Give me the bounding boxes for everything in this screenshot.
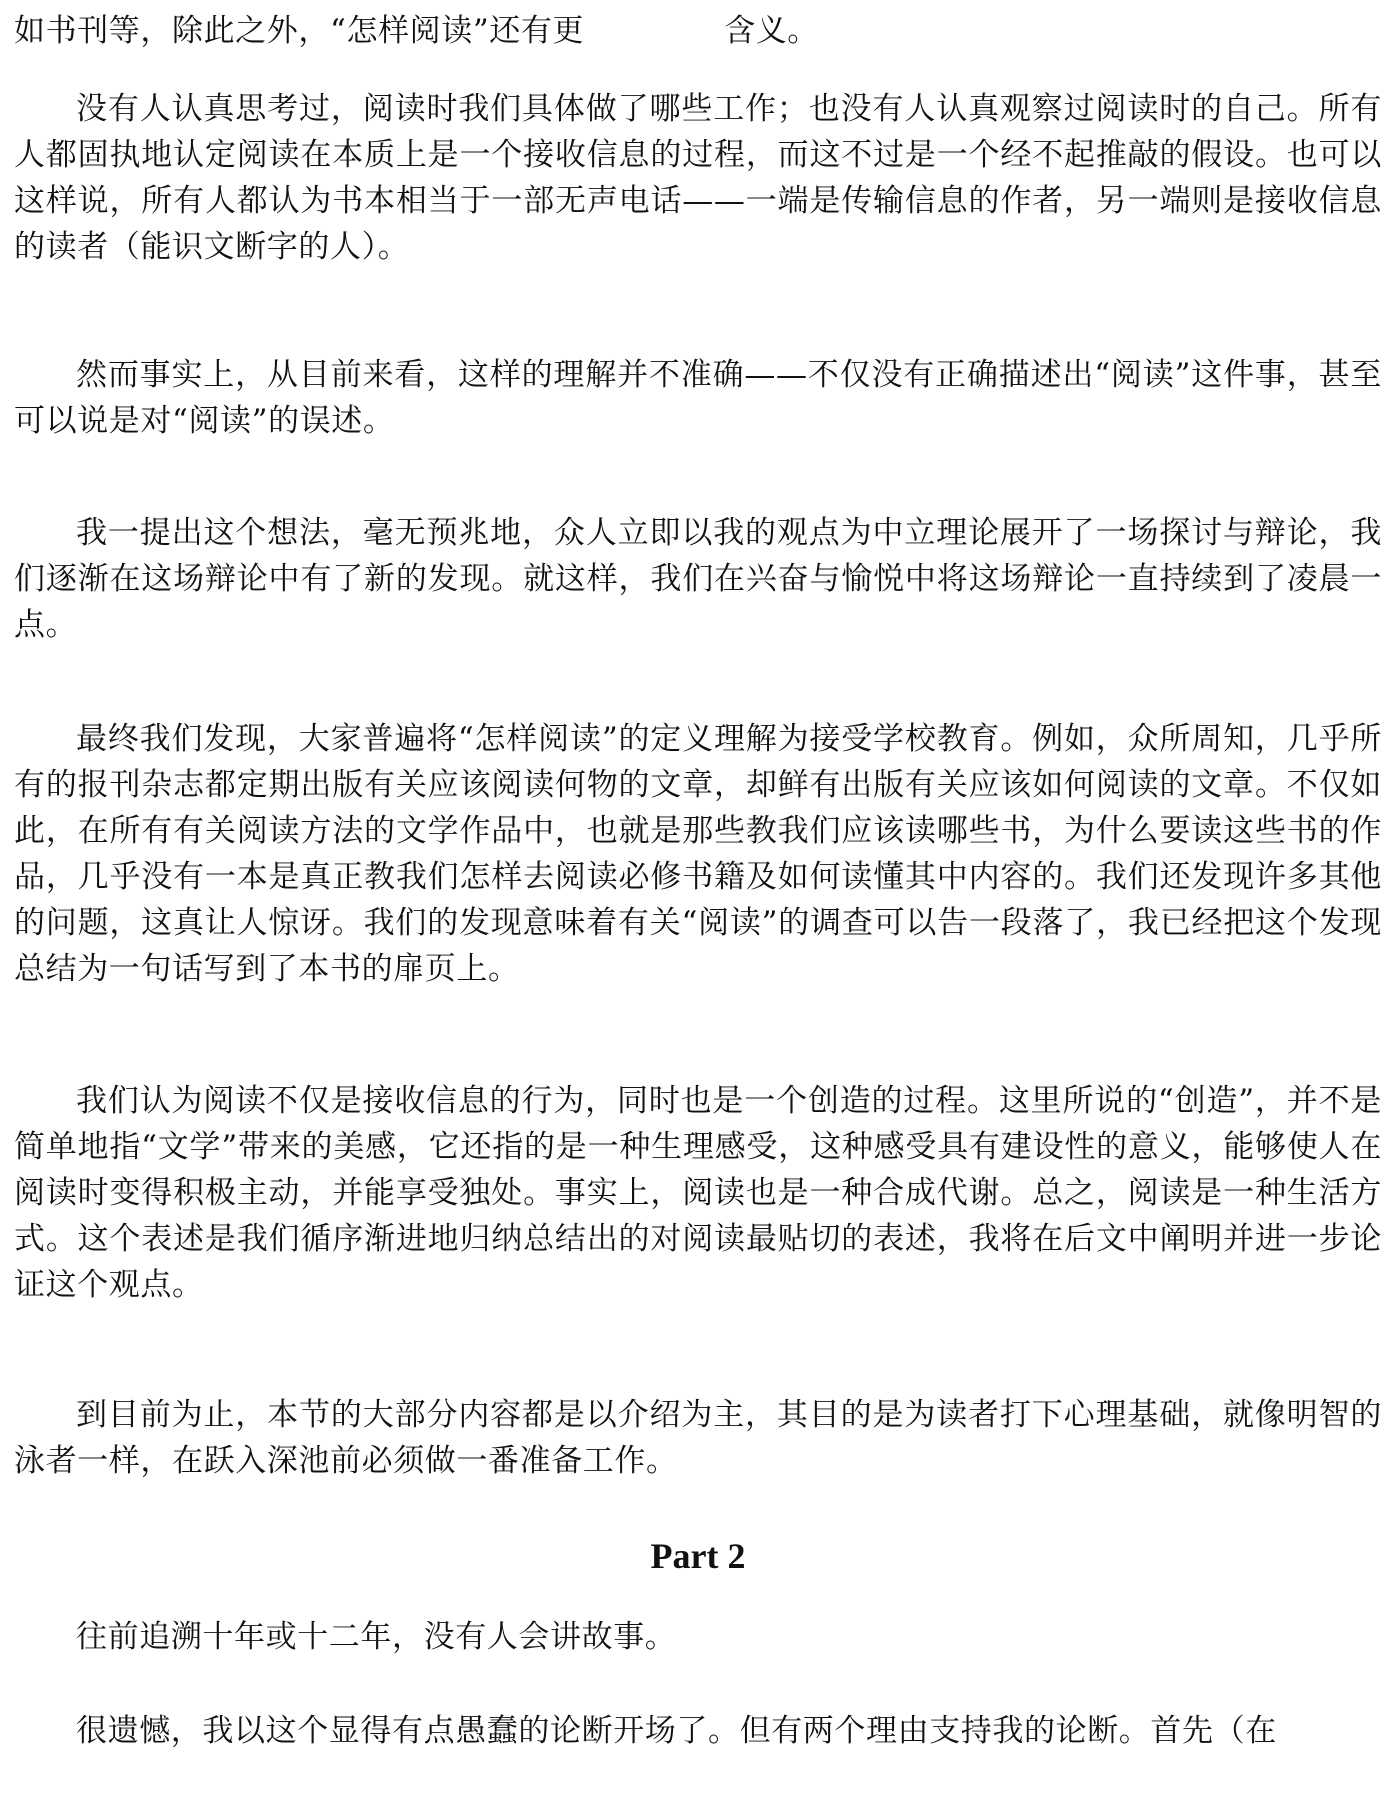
paragraph: 往前追溯十年或十二年，没有人会讲故事。 <box>76 1619 677 1655</box>
paragraph: 最终我们发现，大家普遍将“怎样阅读”的定义理解为接受学校教育。例如，众所周知，几乎所有的报刊杂志都定期出版有关应该阅读何物的文章，却鲜有出版有关应该如何阅读的文章。不仅如此，在所有有关阅读方法的文学作品中，也就是那些教我们应该读哪些书，为什么要读这些书的作品，几乎没有一本是真正教我们怎样去阅读必修书籍及如何读懂其中内容的。我们还发现许多其他的问题，这真让人惊讶。我们的发现意味着有关“阅读”的调查可以告一段落了，我已经把这个发现总结为一句话写到了本书的扉页上。 <box>14 721 1382 987</box>
paragraph: 很遗憾，我以这个显得有点愚蠢的论断开场了。但有两个理由支持我的论断。首先（在 <box>76 1713 1277 1749</box>
paragraph-continued <box>14 8 1382 54</box>
paragraph: 我一提出这个想法，毫无预兆地，众人立即以我的观点为中立理论展开了一场探讨与辩论，我们逐渐在这场辩论中有了新的发现。就这样，我们在兴奋与愉悦中将这场辩论一直持续到了凌晨一点。 <box>14 515 1382 643</box>
paragraph-text-end: 含义。 <box>724 13 819 49</box>
paragraph-text-start: 如书刊等，除此之外，“怎样阅读”还有更 <box>14 13 585 49</box>
paragraph: 没有人认真思考过，阅读时我们具体做了哪些工作；也没有人认真观察过阅读时的自己。所有人都固执地认定阅读在本质上是一个接收信息的过程，而这不过是一个经不起推敲的假设。也可以这样说，所有人都认为书本相当于一部无声电话——一端是传输信息的作者，另一端则是接收信息的读者（能识文断字的人）。 <box>14 91 1382 265</box>
paragraph: 我们认为阅读不仅是接收信息的行为，同时也是一个创造的过程。这里所说的“创造”，并不是简单地指“文学”带来的美感，它还指的是一种生理感受，这种感受具有建设性的意义，能够使人在阅读时变得积极主动，并能享受独处。事实上，阅读也是一种合成代谢。总之，阅读是一种生活方式。这个表述是我们循序渐进地归纳总结出的对阅读最贴切的表述，我将在后文中阐明并进一步论证这个观点。 <box>14 1083 1382 1303</box>
section-heading: Part 2 <box>650 1536 746 1576</box>
paragraph: 然而事实上，从目前来看，这样的理解并不准确——不仅没有正确描述出“阅读”这件事，甚至可以说是对“阅读”的误述。 <box>14 357 1382 439</box>
paragraph: 到目前为止，本节的大部分内容都是以介绍为主，其目的是为读者打下心理基础，就像明智的泳者一样，在跃入深池前必须做一番准备工作。 <box>14 1397 1382 1479</box>
